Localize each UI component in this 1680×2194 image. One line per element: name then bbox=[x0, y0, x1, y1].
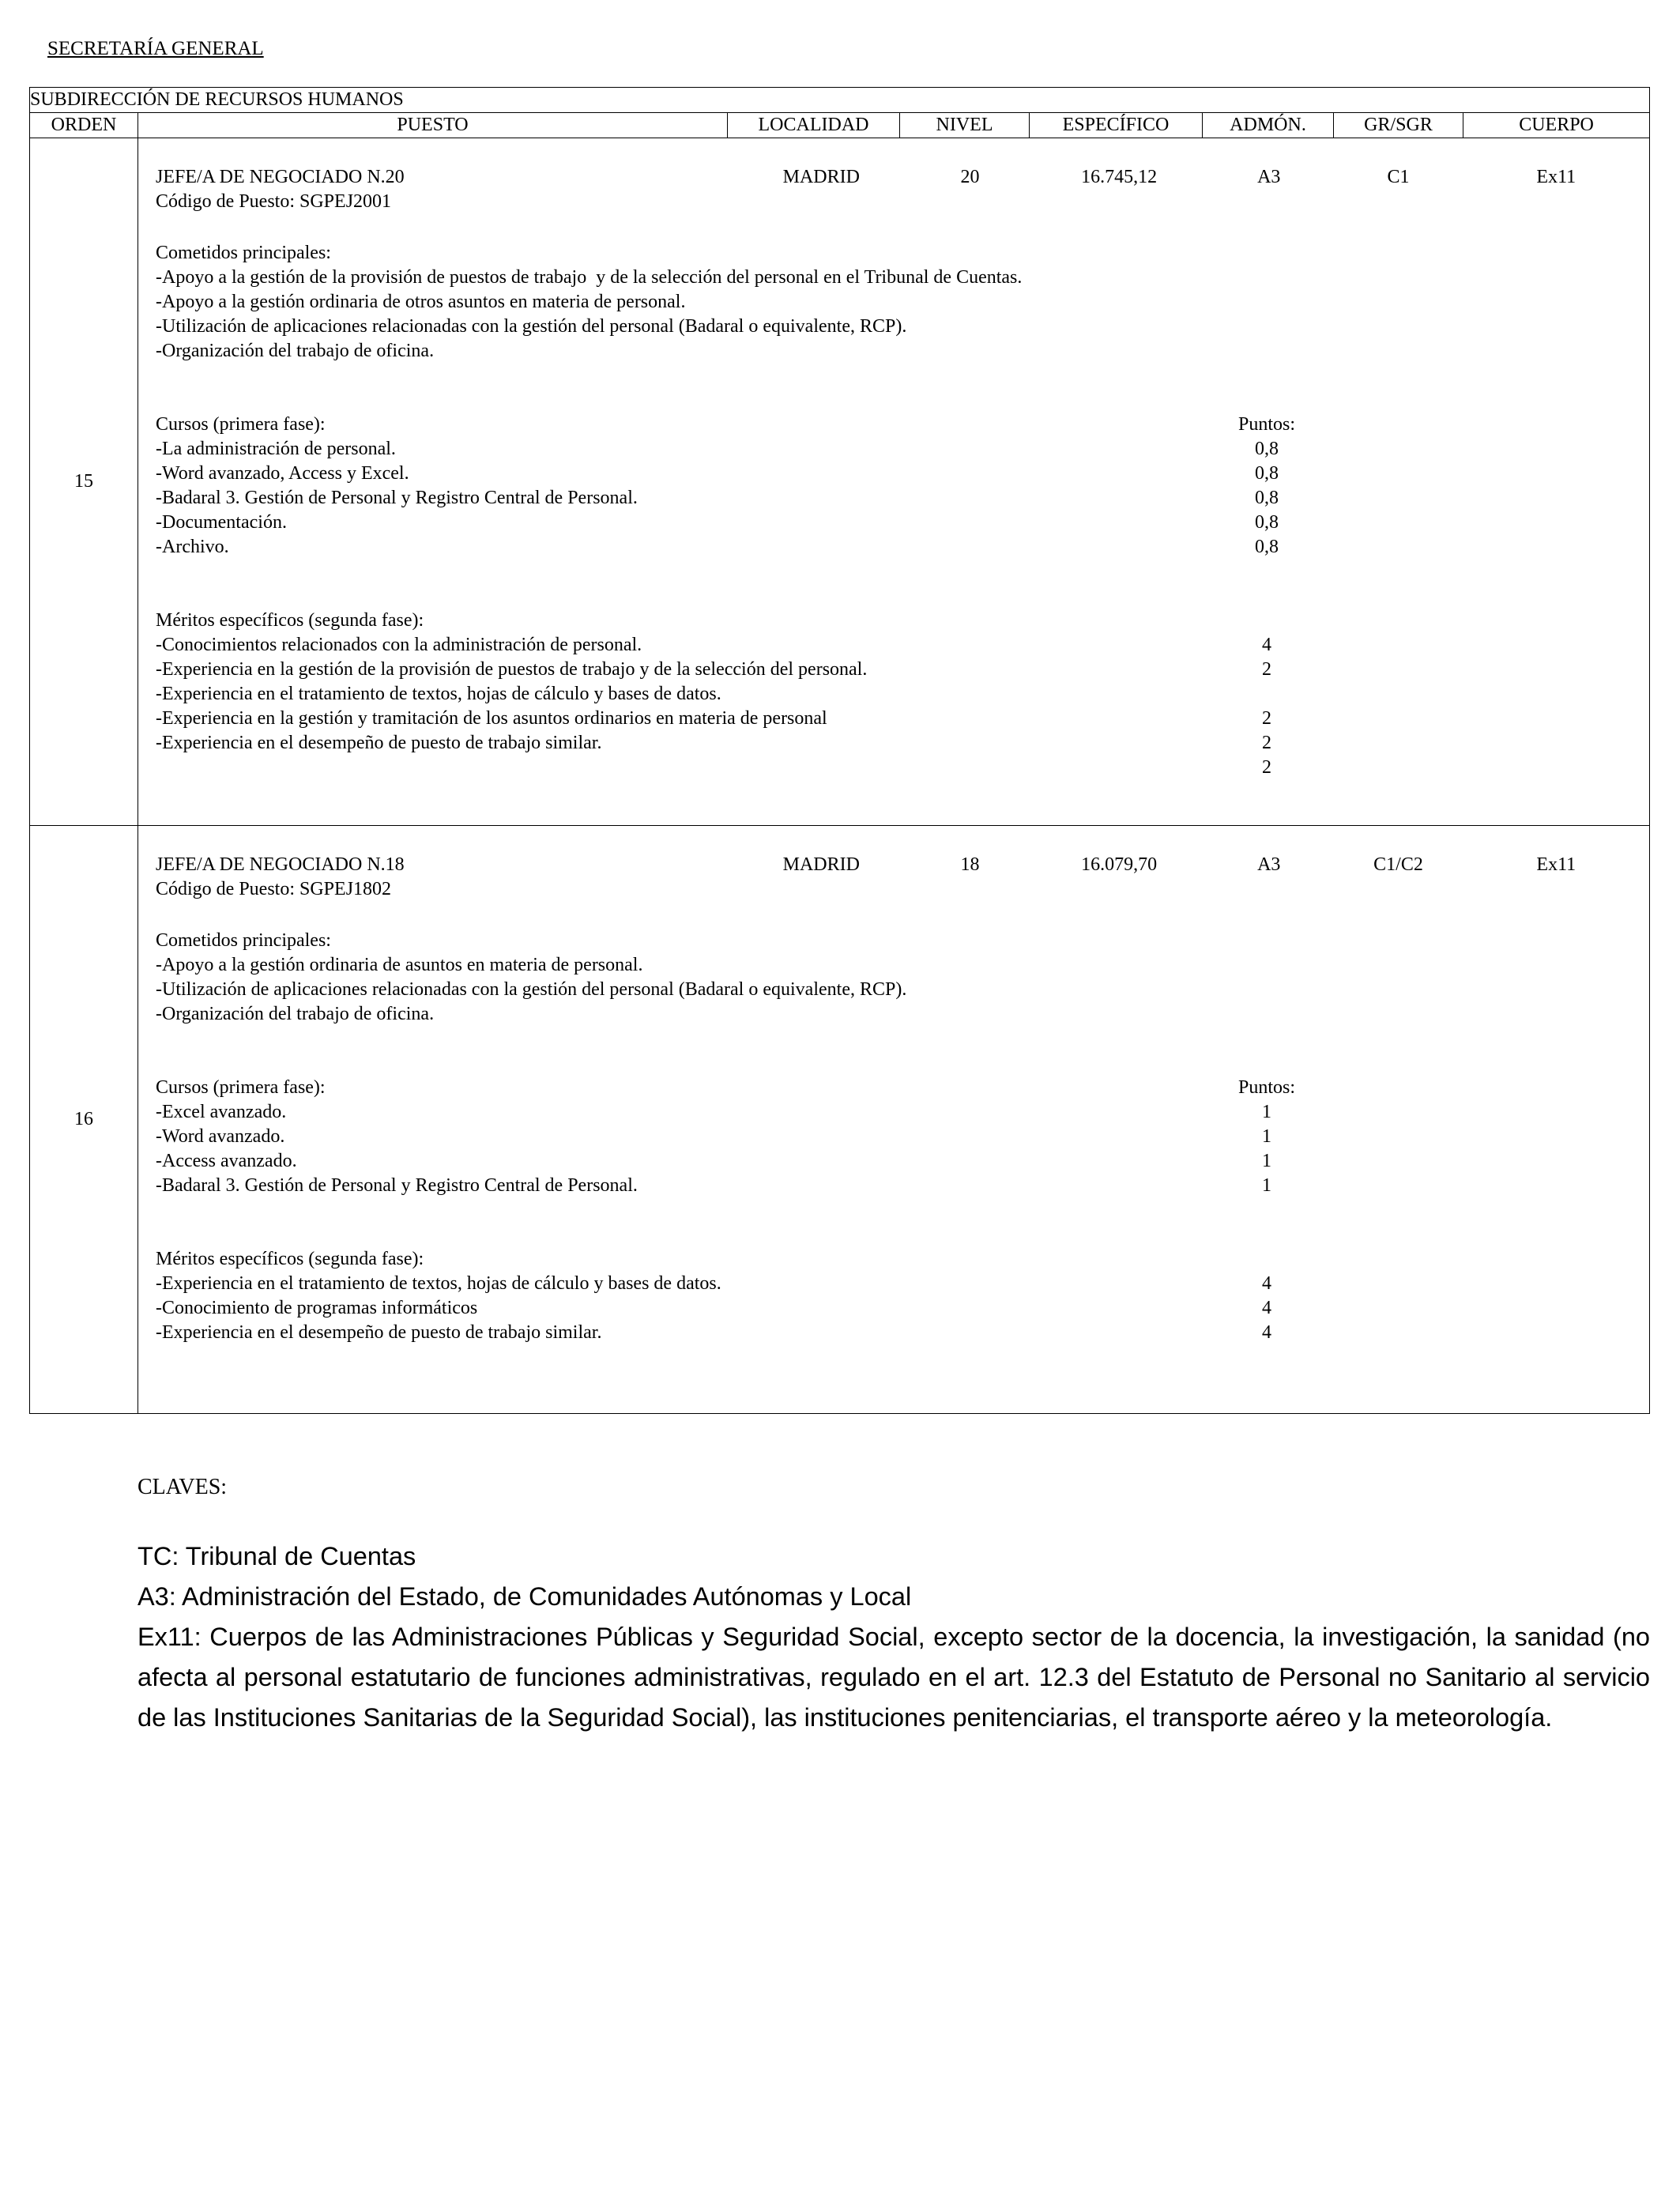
column-header-admon: ADMÓN. bbox=[1203, 113, 1334, 138]
list-item bbox=[156, 707, 1334, 731]
list-item: -Apoyo a la gestión de la provisión de puestos de trabajo y de la selección del personal en el Tribunal de Cuentas. bbox=[156, 267, 1023, 288]
list-item bbox=[156, 1100, 1334, 1125]
cursos-section bbox=[156, 1076, 1334, 1198]
meritos-section bbox=[156, 609, 1334, 780]
table-row bbox=[30, 138, 1650, 826]
cometidos-title: Cometidos principales: bbox=[156, 930, 331, 951]
list-item bbox=[156, 633, 1334, 658]
column-header-orden: ORDEN bbox=[30, 113, 138, 138]
list-item bbox=[156, 1125, 1334, 1149]
merito-points: 4 bbox=[1262, 1322, 1271, 1343]
clave-item: A3: Administración del Estado, de Comunidades Autónomas y Local bbox=[137, 1582, 912, 1611]
list-item bbox=[156, 511, 1334, 535]
clave-item: TC: Tribunal de Cuentas bbox=[137, 1542, 416, 1570]
list-item bbox=[156, 486, 1334, 511]
curso-text: -La administración de personal. bbox=[156, 439, 396, 459]
curso-points: 0,8 bbox=[1255, 463, 1279, 484]
curso-points: 1 bbox=[1262, 1175, 1271, 1196]
list-item bbox=[156, 462, 1334, 486]
post-cuerpo: Ex11 bbox=[1463, 826, 1650, 1414]
curso-text: -Excel avanzado. bbox=[156, 1102, 287, 1122]
post-nivel: 18 bbox=[960, 854, 980, 875]
meritos-title: Méritos específicos (segunda fase): bbox=[156, 1249, 424, 1269]
cometidos-section bbox=[156, 241, 1334, 364]
meritos-title: Méritos específicos (segunda fase): bbox=[156, 610, 424, 631]
list-item bbox=[156, 756, 1334, 780]
list-item: -Organización del trabajo de oficina. bbox=[156, 341, 435, 361]
column-header-row bbox=[30, 113, 1650, 138]
list-item: -Apoyo a la gestión ordinaria de otros asuntos en materia de personal. bbox=[156, 292, 686, 312]
merito-text: -Experiencia en la gestión de la provisión de puestos de trabajo y de la selección del personal. bbox=[156, 659, 868, 680]
post-code: Código de Puesto: SGPEJ1802 bbox=[156, 879, 392, 899]
cursos-section bbox=[156, 413, 1334, 560]
list-item: -Apoyo a la gestión ordinaria de asuntos en materia de personal. bbox=[156, 955, 643, 975]
post-localidad: MADRID bbox=[782, 854, 860, 875]
list-item: -Utilización de aplicaciones relacionadas con la gestión del personal (Badaral o equivalente, RCP). bbox=[156, 979, 907, 1000]
post-cuerpo: Ex11 bbox=[1463, 138, 1650, 826]
column-header-localidad: LOCALIDAD bbox=[728, 113, 900, 138]
posts-table-wrap bbox=[29, 87, 1649, 1414]
list-item: -Organización del trabajo de oficina. bbox=[156, 1004, 435, 1024]
cursos-title: Cursos (primera fase): bbox=[156, 1077, 326, 1098]
merito-text bbox=[156, 756, 1201, 780]
curso-points: 1 bbox=[1262, 1151, 1271, 1171]
list-item bbox=[156, 437, 1334, 462]
column-header-especifico: ESPECÍFICO bbox=[1030, 113, 1203, 138]
curso-points: 1 bbox=[1262, 1102, 1271, 1122]
post-title: JEFE/A DE NEGOCIADO N.20 bbox=[156, 167, 405, 187]
post-especifico: 16.079,70 bbox=[1081, 854, 1158, 875]
post-nivel: 20 bbox=[960, 167, 980, 187]
list-item: -Utilización de aplicaciones relacionadas con la gestión del personal (Badaral o equivalente, RCP). bbox=[156, 316, 907, 337]
post-title: JEFE/A DE NEGOCIADO N.18 bbox=[156, 854, 405, 875]
curso-points: 0,8 bbox=[1255, 537, 1279, 557]
post-grupo: C1 bbox=[1334, 138, 1463, 826]
post-title-block bbox=[156, 853, 736, 902]
merito-text: -Conocimientos relacionados con la administración de personal. bbox=[156, 635, 642, 655]
column-header-nivel: NIVEL bbox=[900, 113, 1030, 138]
post-admon: A3 bbox=[1257, 854, 1281, 875]
post-order: 16 bbox=[30, 826, 138, 1414]
clave-item: Ex11: Cuerpos de las Administraciones Públicas y Seguridad Social, excepto sector de la docencia, la investigación, la sanidad (no afecta al personal estatutario de funciones administrativas, regulado en el art. 12.3 del Estatuto de Personal no Sanitario al servicio de las Instituciones Sanitarias de la Seguridad Social), las instituciones penitenciarias, el transporte aéreo y la meteorología. bbox=[137, 1623, 1650, 1732]
claves-list bbox=[137, 1536, 1650, 1738]
curso-text: -Badaral 3. Gestión de Personal y Registro Central de Personal. bbox=[156, 488, 638, 508]
post-localidad: MADRID bbox=[782, 167, 860, 187]
merito-points: 4 bbox=[1262, 1273, 1271, 1294]
curso-text: -Badaral 3. Gestión de Personal y Registro Central de Personal. bbox=[156, 1175, 638, 1196]
post-especifico: 16.745,12 bbox=[1081, 167, 1158, 187]
list-item bbox=[156, 1296, 1334, 1321]
post-order: 15 bbox=[30, 138, 138, 826]
merito-text: -Experiencia en la gestión y tramitación de los asuntos ordinarios en materia de personal bbox=[156, 708, 827, 729]
department-name: SUBDIRECCIÓN DE RECURSOS HUMANOS bbox=[30, 88, 1650, 113]
curso-points: 1 bbox=[1262, 1126, 1271, 1147]
merito-points: 2 bbox=[1262, 659, 1271, 680]
post-title-block bbox=[156, 165, 736, 214]
curso-text: -Word avanzado. bbox=[156, 1126, 285, 1147]
curso-points: 0,8 bbox=[1255, 488, 1279, 508]
list-item bbox=[156, 731, 1334, 756]
cometidos-section bbox=[156, 929, 1334, 1027]
post-description bbox=[138, 138, 1334, 826]
table-row bbox=[30, 826, 1650, 1414]
cometidos-title: Cometidos principales: bbox=[156, 243, 331, 263]
claves-title: CLAVES: bbox=[137, 1475, 228, 1499]
post-grupo: C1/C2 bbox=[1334, 826, 1463, 1414]
post-admon: A3 bbox=[1257, 167, 1281, 187]
column-header-puesto: PUESTO bbox=[138, 113, 728, 138]
list-item bbox=[156, 1321, 1334, 1345]
curso-points: 0,8 bbox=[1255, 512, 1279, 533]
merito-points bbox=[1201, 682, 1332, 707]
curso-text: -Word avanzado, Access y Excel. bbox=[156, 463, 409, 484]
column-header-cuerpo: CUERPO bbox=[1463, 113, 1650, 138]
merito-text: -Experiencia en el desempeño de puesto de trabajo similar. bbox=[156, 733, 602, 753]
merito-text: -Experiencia en el tratamiento de textos, hojas de cálculo y bases de datos. bbox=[156, 684, 721, 704]
curso-text: -Access avanzado. bbox=[156, 1151, 297, 1171]
list-item bbox=[156, 658, 1334, 682]
department-row bbox=[30, 88, 1650, 113]
puntos-label: Puntos: bbox=[1237, 414, 1296, 435]
secretaria-heading: SECRETARÍA GENERAL bbox=[47, 38, 264, 59]
puntos-label: Puntos: bbox=[1237, 1077, 1296, 1098]
curso-text: -Archivo. bbox=[156, 537, 229, 557]
post-code: Código de Puesto: SGPEJ2001 bbox=[156, 191, 392, 212]
list-item bbox=[156, 535, 1334, 560]
merito-points: 2 bbox=[1262, 757, 1271, 778]
merito-text: -Experiencia en el tratamiento de textos, hojas de cálculo y bases de datos. bbox=[156, 1273, 721, 1294]
curso-points: 0,8 bbox=[1255, 439, 1279, 459]
meritos-section bbox=[156, 1247, 1334, 1345]
list-item bbox=[156, 1272, 1334, 1296]
column-header-grupo: GR/SGR bbox=[1334, 113, 1463, 138]
merito-points: 4 bbox=[1262, 1298, 1271, 1318]
list-item bbox=[156, 682, 1334, 707]
list-item bbox=[156, 1149, 1334, 1174]
merito-points: 4 bbox=[1262, 635, 1271, 655]
merito-text: -Experiencia en el desempeño de puesto de trabajo similar. bbox=[156, 1322, 602, 1343]
merito-points: 2 bbox=[1262, 733, 1271, 753]
merito-text: -Conocimiento de programas informáticos bbox=[156, 1298, 478, 1318]
curso-text: -Documentación. bbox=[156, 512, 287, 533]
cursos-title: Cursos (primera fase): bbox=[156, 414, 326, 435]
post-description bbox=[138, 826, 1334, 1414]
list-item bbox=[156, 1174, 1334, 1198]
posts-table bbox=[29, 87, 1650, 1414]
merito-points: 2 bbox=[1262, 708, 1271, 729]
